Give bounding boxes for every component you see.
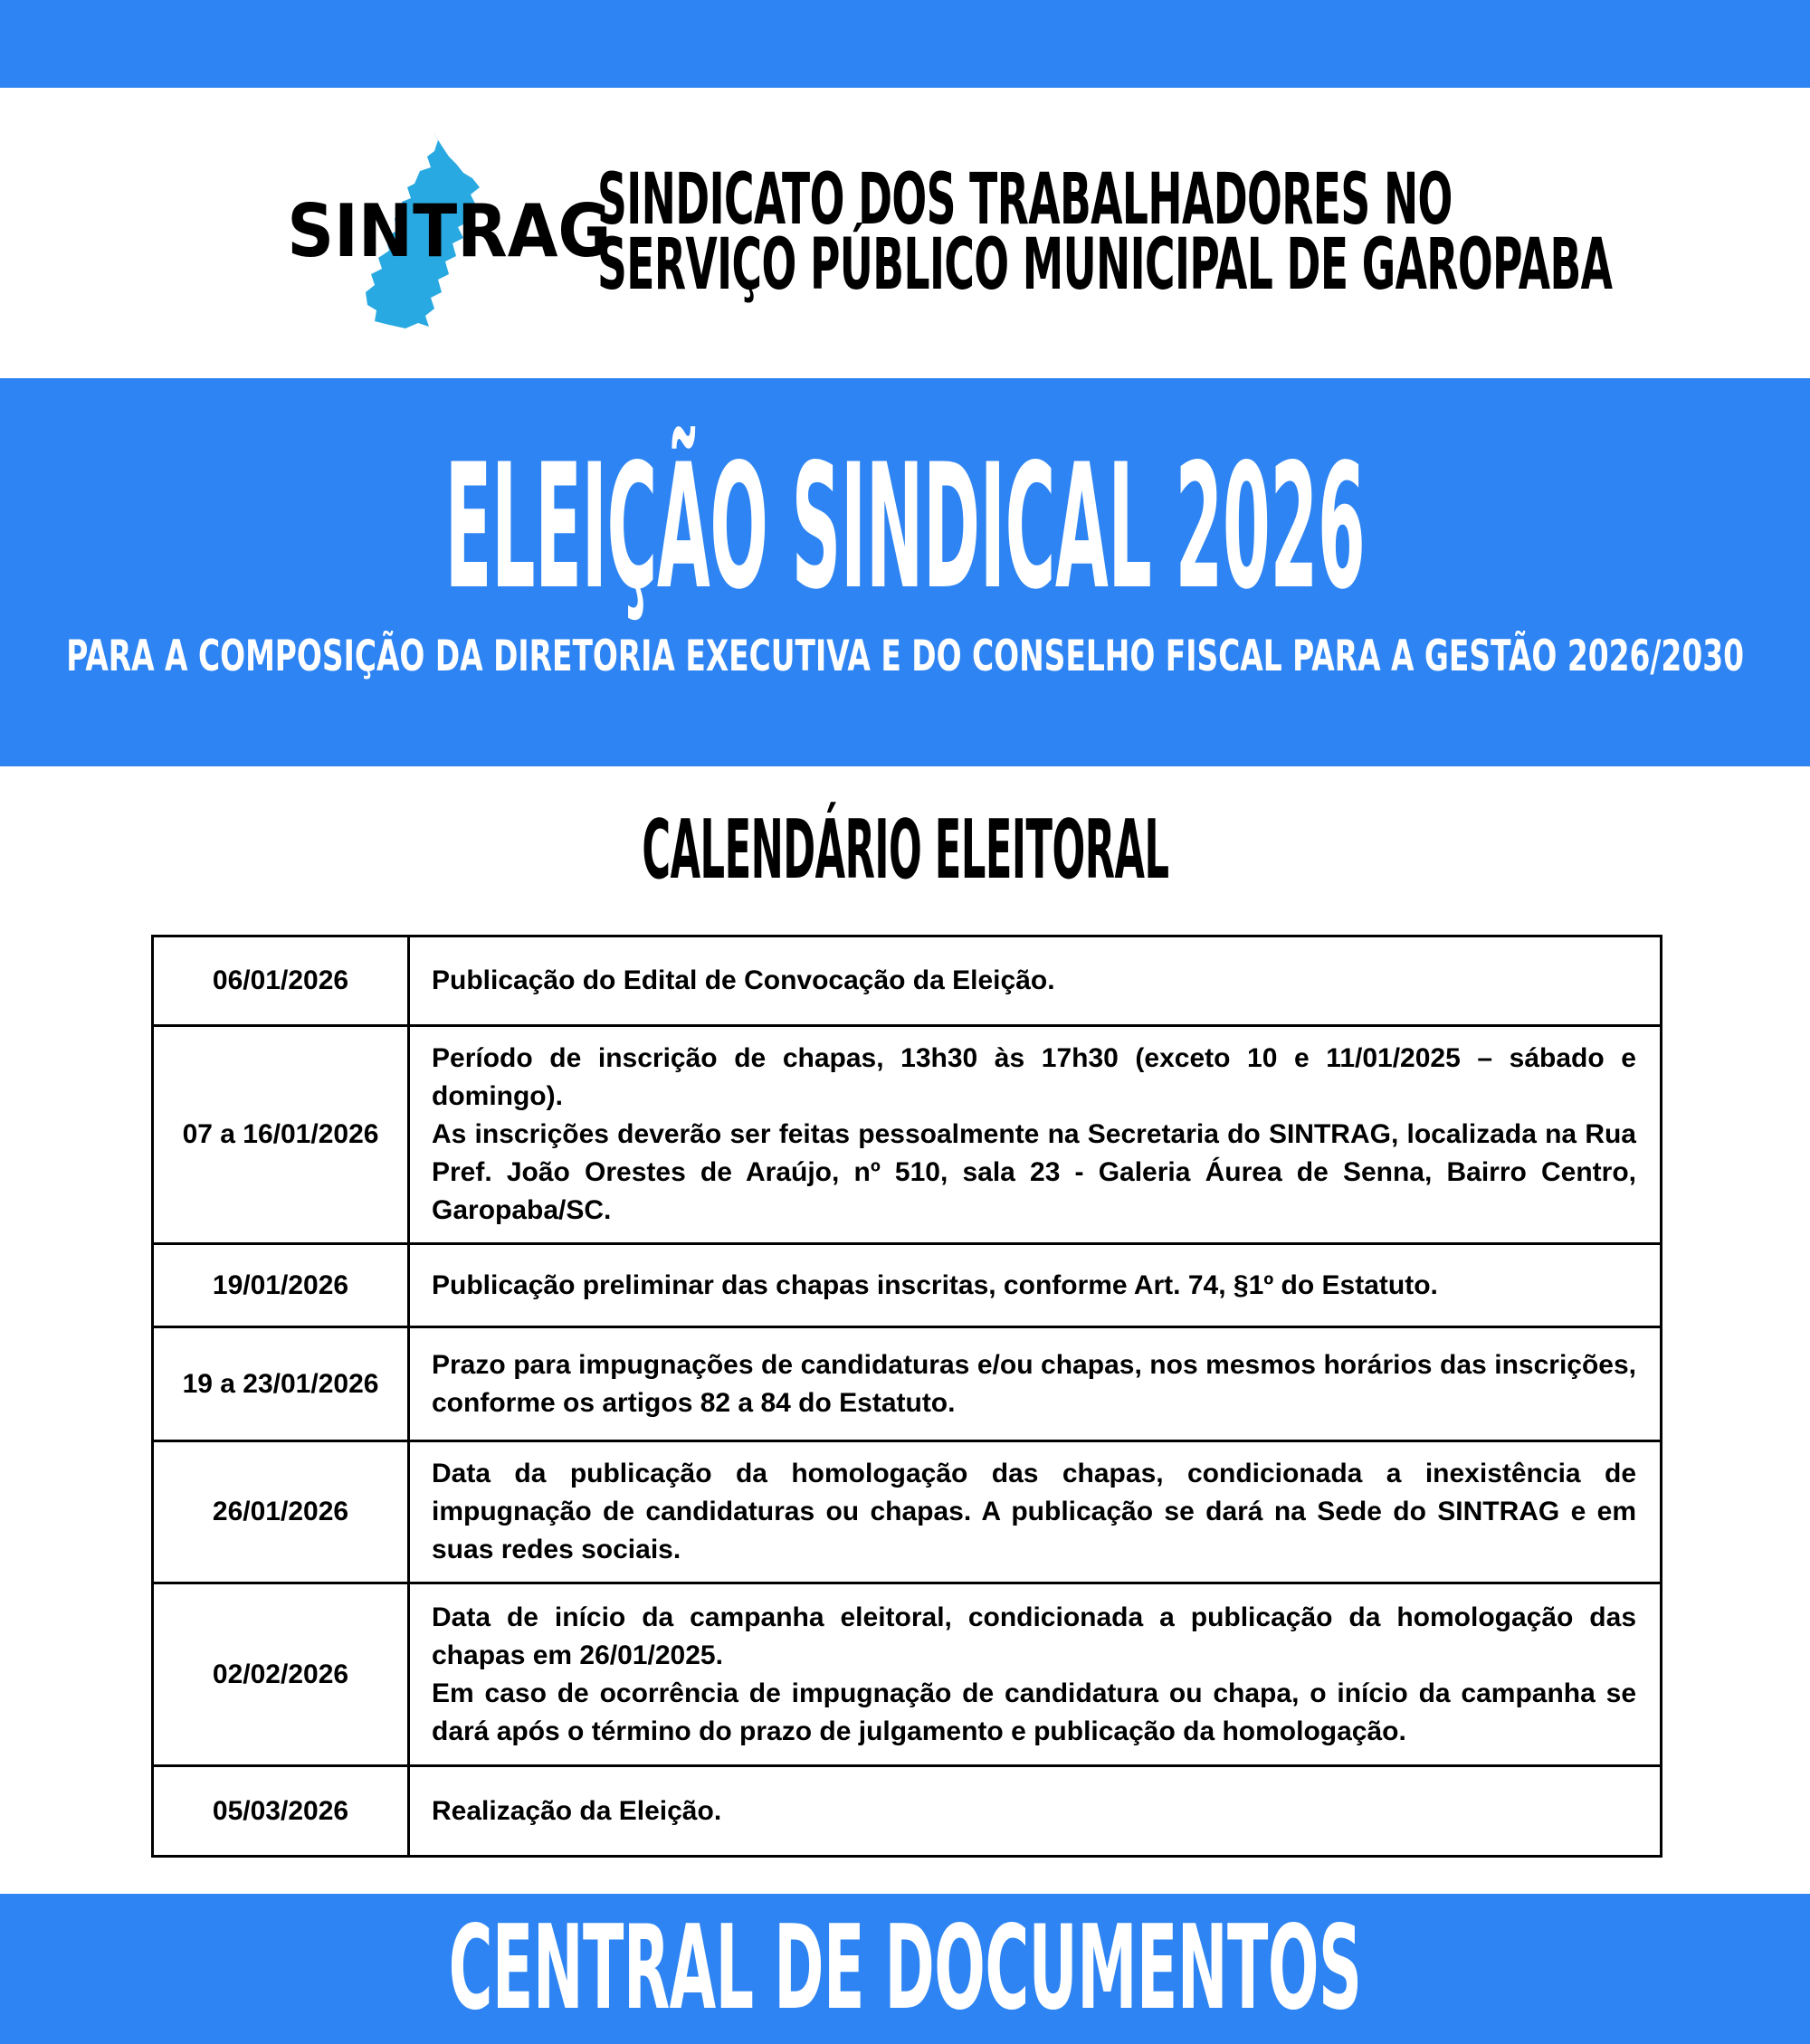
org-name-line1: SINDICATO DOS TRABALHADORES NO [597,159,1453,241]
event-date: 19/01/2026 [153,1244,409,1327]
calendar-row [153,936,1662,1026]
event-description-paragraph: Publicação preliminar das chapas inscritas, conforme Art. 74, §1º do Estatuto. [432,1269,1438,1300]
header [0,88,1810,378]
calendar-row [153,1583,1662,1766]
event-description-paragraph: Data de início da campanha eleitoral, condicionada a publicação da homologação das chapas em 26/01/2025. [432,1602,1636,1670]
title-banner [0,378,1810,766]
event-description-paragraph: Prazo para impugnações de candidaturas e/ou chapas, nos mesmos horários das inscrições, conforme os artigos 82 a 84 do Estatuto. [432,1349,1636,1418]
event-description-paragraph: Data da publicação da homologação das chapas, condicionada a inexistência de impugnação de candidaturas ou chapas. A publicação se dará na Sede do SINTRAG e em suas redes sociais. [432,1459,1636,1564]
calendar-heading-area [0,766,1810,935]
event-description [409,936,1662,1026]
org-name [597,159,1810,306]
calendar-row [153,1441,1662,1583]
event-description [409,1766,1662,1857]
calendar-table-body [153,936,1662,1857]
event-description-paragraph: Realização da Eleição. [432,1795,722,1826]
footer-label: CENTRAL DE DOCUMENTOS [448,1901,1362,2036]
footer-banner [0,1894,1810,2044]
banner-subtitle: PARA A COMPOSIÇÃO DA DIRETORIA EXECUTIVA E DO CONSELHO FISCAL PARA A GESTÃO 2026/2030 [66,632,1744,681]
event-description-paragraph: Período de inscrição de chapas, 13h30 às 17h30 (exceto 10 e 11/01/2025 – sábado e domingo). [432,1043,1636,1111]
event-date: 19 a 23/01/2026 [153,1327,409,1441]
top-blue-bar [0,0,1810,88]
event-date: 02/02/2026 [153,1583,409,1766]
org-name-line2: SERVIÇO PÚBLICO MUNICIPAL DE GAROPABA [597,224,1613,306]
calendar-heading: CALENDÁRIO ELEITORAL [641,803,1169,898]
event-description [409,1327,1662,1441]
calendar-row [153,1244,1662,1327]
event-description-paragraph: Publicação do Edital de Convocação da Eleição. [432,965,1055,995]
event-date: 07 a 16/01/2026 [153,1026,409,1244]
event-date: 05/03/2026 [153,1766,409,1857]
banner-title: ELEIÇÃO SINDICAL 2026 [444,427,1366,627]
calendar-row [153,1327,1662,1441]
event-date: 06/01/2026 [153,936,409,1026]
event-description [409,1244,1662,1327]
calendar-row [153,1766,1662,1857]
sintrag-logo [272,127,612,344]
event-description [409,1441,1662,1583]
event-date: 26/01/2026 [153,1441,409,1583]
event-description [409,1583,1662,1766]
logo-text: SINTRAG [287,189,612,273]
event-description [409,1026,1662,1244]
calendar-table [151,935,1662,1858]
calendar-row [153,1026,1662,1244]
event-description-paragraph: Em caso de ocorrência de impugnação de candidatura ou chapa, o início da campanha se dará após o término do prazo de julgamento e publicação da homologação. [432,1678,1636,1746]
event-description-paragraph: As inscrições deverão ser feitas pessoalmente na Secretaria do SINTRAG, localizada na Rua Pref. João Orestes de Araújo, nº 510, sala 23 - Galeria Áurea de Senna, Bairro Centro, Garopaba/SC. [432,1119,1636,1225]
